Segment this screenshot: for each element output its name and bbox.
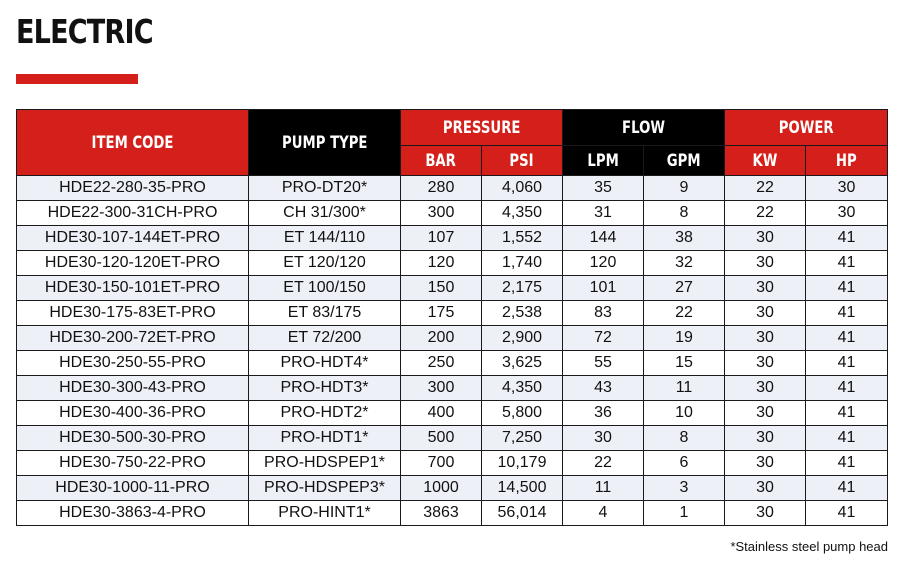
hp-cell: 41	[806, 501, 888, 526]
bar-cell: 150	[401, 276, 482, 301]
bar-cell: 107	[401, 226, 482, 251]
hp-cell: 41	[806, 401, 888, 426]
lpm-cell: 11	[563, 476, 644, 501]
item-code-cell: HDE30-120-120ET-PRO	[17, 251, 249, 276]
kw-cell: 22	[725, 176, 806, 201]
pump-type-cell: ET 120/120	[249, 251, 401, 276]
bar-cell: 400	[401, 401, 482, 426]
table-row	[17, 176, 888, 201]
hp-cell: 41	[806, 451, 888, 476]
kw-cell: 30	[725, 351, 806, 376]
lpm-cell: 83	[563, 301, 644, 326]
page-title: ELECTRIC	[16, 12, 153, 51]
lpm-cell: 4	[563, 501, 644, 526]
gpm-cell: 8	[644, 201, 725, 226]
pump-type-cell: ET 144/110	[249, 226, 401, 251]
gpm-cell: 27	[644, 276, 725, 301]
header-hp: HP	[806, 146, 888, 176]
item-code-cell: HDE30-175-83ET-PRO	[17, 301, 249, 326]
table-row	[17, 251, 888, 276]
lpm-cell: 43	[563, 376, 644, 401]
pump-type-cell: PRO-HDT4*	[249, 351, 401, 376]
hp-cell: 41	[806, 226, 888, 251]
kw-cell: 30	[725, 301, 806, 326]
pump-type-cell: ET 72/200	[249, 326, 401, 351]
pump-type-cell: PRO-HDT3*	[249, 376, 401, 401]
footnote: *Stainless steel pump head	[730, 539, 888, 554]
title-accent-bar	[16, 74, 138, 84]
item-code-cell: HDE30-400-36-PRO	[17, 401, 249, 426]
bar-cell: 1000	[401, 476, 482, 501]
gpm-cell: 10	[644, 401, 725, 426]
pump-type-cell: PRO-HDT2*	[249, 401, 401, 426]
item-code-cell: HDE30-250-55-PRO	[17, 351, 249, 376]
hp-cell: 41	[806, 351, 888, 376]
table-row	[17, 301, 888, 326]
header-lpm: LPM	[563, 146, 644, 176]
kw-cell: 30	[725, 401, 806, 426]
kw-cell: 30	[725, 376, 806, 401]
psi-cell: 1,740	[482, 251, 563, 276]
kw-cell: 30	[725, 276, 806, 301]
table-row	[17, 401, 888, 426]
kw-cell: 30	[725, 326, 806, 351]
gpm-cell: 19	[644, 326, 725, 351]
bar-cell: 250	[401, 351, 482, 376]
bar-cell: 120	[401, 251, 482, 276]
pump-type-cell: ET 100/150	[249, 276, 401, 301]
pump-type-cell: PRO-HDSPEP1*	[249, 451, 401, 476]
psi-cell: 56,014	[482, 501, 563, 526]
kw-cell: 30	[725, 476, 806, 501]
lpm-cell: 144	[563, 226, 644, 251]
gpm-cell: 1	[644, 501, 725, 526]
psi-cell: 1,552	[482, 226, 563, 251]
item-code-cell: HDE30-200-72ET-PRO	[17, 326, 249, 351]
gpm-cell: 8	[644, 426, 725, 451]
item-code-cell: HDE22-280-35-PRO	[17, 176, 249, 201]
lpm-cell: 120	[563, 251, 644, 276]
header-kw: KW	[725, 146, 806, 176]
kw-cell: 30	[725, 451, 806, 476]
lpm-cell: 35	[563, 176, 644, 201]
table-row	[17, 226, 888, 251]
item-code-cell: HDE22-300-31CH-PRO	[17, 201, 249, 226]
hp-cell: 41	[806, 476, 888, 501]
lpm-cell: 55	[563, 351, 644, 376]
psi-cell: 5,800	[482, 401, 563, 426]
kw-cell: 30	[725, 251, 806, 276]
psi-cell: 2,900	[482, 326, 563, 351]
psi-cell: 4,350	[482, 376, 563, 401]
gpm-cell: 32	[644, 251, 725, 276]
item-code-cell: HDE30-750-22-PRO	[17, 451, 249, 476]
pump-type-cell: PRO-HDSPEP3*	[249, 476, 401, 501]
header-pressure: PRESSURE	[401, 110, 563, 146]
header-pump-type: PUMP TYPE	[249, 110, 401, 176]
gpm-cell: 3	[644, 476, 725, 501]
pump-type-cell: PRO-HINT1*	[249, 501, 401, 526]
bar-cell: 3863	[401, 501, 482, 526]
bar-cell: 300	[401, 201, 482, 226]
table-row	[17, 351, 888, 376]
table-row	[17, 476, 888, 501]
header-psi: PSI	[482, 146, 563, 176]
psi-cell: 3,625	[482, 351, 563, 376]
kw-cell: 30	[725, 426, 806, 451]
item-code-cell: HDE30-150-101ET-PRO	[17, 276, 249, 301]
hp-cell: 41	[806, 251, 888, 276]
hp-cell: 30	[806, 201, 888, 226]
kw-cell: 30	[725, 226, 806, 251]
kw-cell: 22	[725, 201, 806, 226]
gpm-cell: 15	[644, 351, 725, 376]
lpm-cell: 101	[563, 276, 644, 301]
header-flow: FLOW	[563, 110, 725, 146]
hp-cell: 41	[806, 326, 888, 351]
table-body	[17, 176, 888, 526]
hp-cell: 41	[806, 301, 888, 326]
table-row	[17, 326, 888, 351]
header-item-code: ITEM CODE	[17, 110, 249, 176]
hp-cell: 41	[806, 426, 888, 451]
lpm-cell: 31	[563, 201, 644, 226]
pump-type-cell: PRO-DT20*	[249, 176, 401, 201]
psi-cell: 4,060	[482, 176, 563, 201]
gpm-cell: 9	[644, 176, 725, 201]
gpm-cell: 22	[644, 301, 725, 326]
header-power: POWER	[725, 110, 888, 146]
psi-cell: 10,179	[482, 451, 563, 476]
table-row	[17, 426, 888, 451]
hp-cell: 30	[806, 176, 888, 201]
bar-cell: 175	[401, 301, 482, 326]
psi-cell: 7,250	[482, 426, 563, 451]
psi-cell: 2,538	[482, 301, 563, 326]
electric-pump-table	[16, 109, 888, 526]
item-code-cell: HDE30-500-30-PRO	[17, 426, 249, 451]
table-row	[17, 501, 888, 526]
table-row	[17, 451, 888, 476]
item-code-cell: HDE30-107-144ET-PRO	[17, 226, 249, 251]
pump-type-cell: PRO-HDT1*	[249, 426, 401, 451]
pump-type-cell: ET 83/175	[249, 301, 401, 326]
bar-cell: 280	[401, 176, 482, 201]
lpm-cell: 72	[563, 326, 644, 351]
table-row	[17, 201, 888, 226]
item-code-cell: HDE30-300-43-PRO	[17, 376, 249, 401]
bar-cell: 700	[401, 451, 482, 476]
bar-cell: 200	[401, 326, 482, 351]
item-code-cell: HDE30-3863-4-PRO	[17, 501, 249, 526]
psi-cell: 4,350	[482, 201, 563, 226]
kw-cell: 30	[725, 501, 806, 526]
header-bar: BAR	[401, 146, 482, 176]
table-row	[17, 376, 888, 401]
gpm-cell: 6	[644, 451, 725, 476]
hp-cell: 41	[806, 276, 888, 301]
lpm-cell: 30	[563, 426, 644, 451]
bar-cell: 300	[401, 376, 482, 401]
psi-cell: 2,175	[482, 276, 563, 301]
gpm-cell: 11	[644, 376, 725, 401]
lpm-cell: 22	[563, 451, 644, 476]
psi-cell: 14,500	[482, 476, 563, 501]
pump-type-cell: CH 31/300*	[249, 201, 401, 226]
table-row	[17, 276, 888, 301]
header-gpm: GPM	[644, 146, 725, 176]
gpm-cell: 38	[644, 226, 725, 251]
hp-cell: 41	[806, 376, 888, 401]
lpm-cell: 36	[563, 401, 644, 426]
bar-cell: 500	[401, 426, 482, 451]
item-code-cell: HDE30-1000-11-PRO	[17, 476, 249, 501]
